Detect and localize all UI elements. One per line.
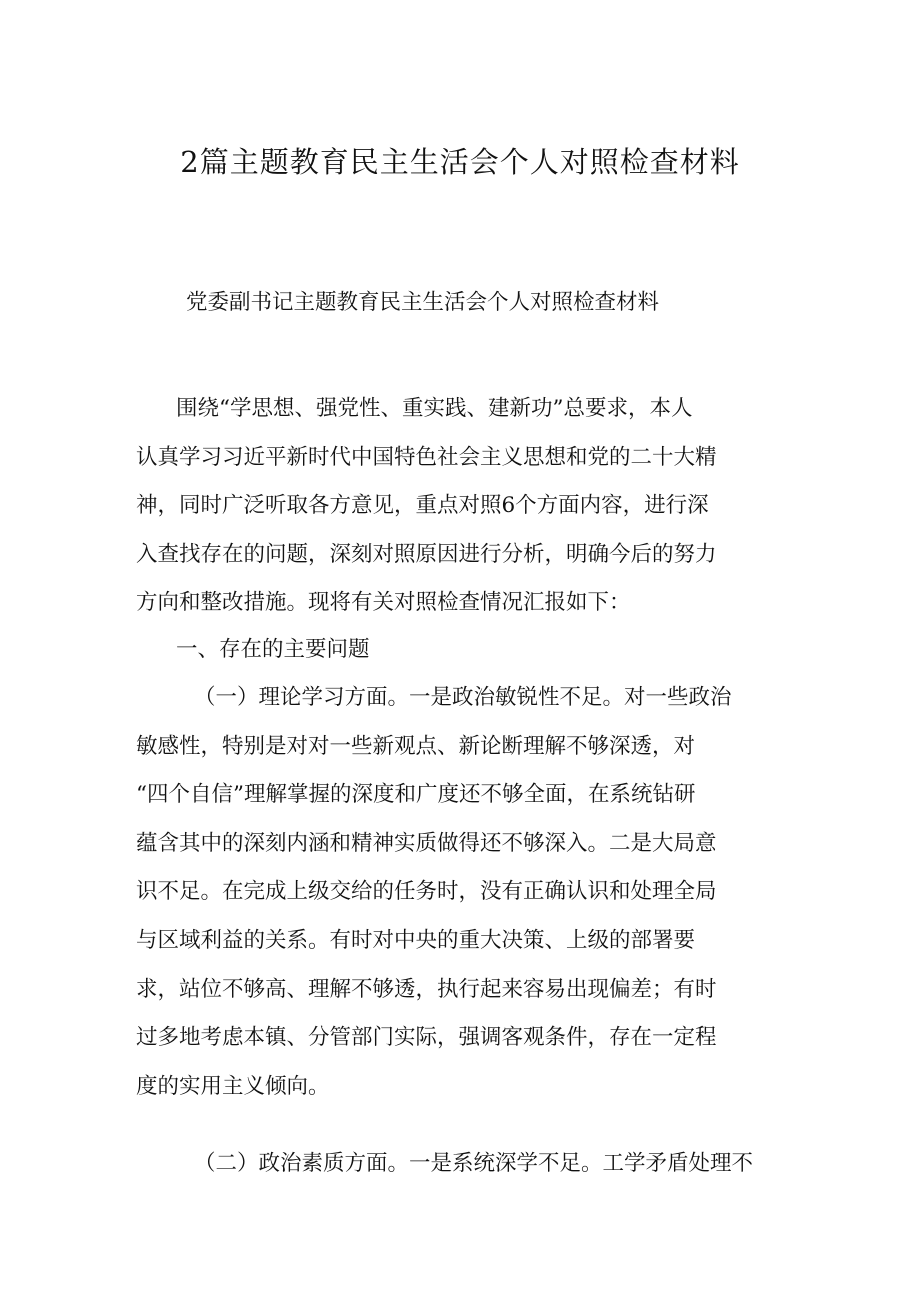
- paragraph-line: 神，同时广泛听取各方意见，重点对照6个方面内容，进行深: [136, 493, 709, 519]
- paragraph-line: 方向和整改措施。现将有关对照检查情况汇报如下：: [136, 590, 631, 616]
- paragraph-line: 识不足。在完成上级交给的任务时，没有正确认识和处理全局: [136, 879, 717, 905]
- paragraph-line: 求，站位不够高、理解不够透，执行起来容易出现偏差；有时: [136, 976, 717, 1002]
- paragraph-line: 过多地考虑本镇、分管部门实际，强调客观条件，存在一定程: [136, 1025, 717, 1051]
- paragraph-line: 度的实用主义倾向。: [136, 1073, 330, 1099]
- paragraph-line: （二）政治素质方面。一是系统深学不足。工学矛盾处理不: [194, 1151, 754, 1176]
- paragraph-line: “四个自信”理解掌握的深度和广度还不够全面，在系统钻研: [136, 782, 696, 808]
- section-2-paragraph: [136, 1140, 776, 1189]
- section-heading-text: 一、存在的主要问题: [176, 637, 370, 662]
- document-subtitle: 党委副书记主题教育民主生活会个人对照检查材料: [186, 290, 660, 315]
- paragraph-line: 围绕“学思想、强党性、重实践、建新功”总要求，本人: [176, 396, 693, 421]
- section-1-paragraph: [136, 674, 776, 1111]
- document-title: 2篇主题教育民主生活会个人对照检查材料: [180, 145, 740, 179]
- paragraph-line: （一）理论学习方面。一是政治敏锐性不足。对一些政治: [194, 685, 732, 710]
- paragraph-line: 敏感性，特别是对对一些新观点、新论断理解不够深透，对: [136, 733, 696, 759]
- section-heading: [136, 626, 776, 675]
- paragraph-line: 入查找存在的问题，深刻对照原因进行分析，明确今后的努力: [136, 541, 717, 567]
- paragraph-line: 与区域利益的关系。有时对中央的重大决策、上级的部署要: [136, 927, 696, 953]
- intro-paragraph: [136, 385, 776, 628]
- paragraph-line: 认真学习习近平新时代中国特色社会主义思想和党的二十大精: [136, 444, 717, 470]
- paragraph-line: 蕴含其中的深刻内涵和精神实质做得还不够深入。二是大局意: [136, 830, 717, 856]
